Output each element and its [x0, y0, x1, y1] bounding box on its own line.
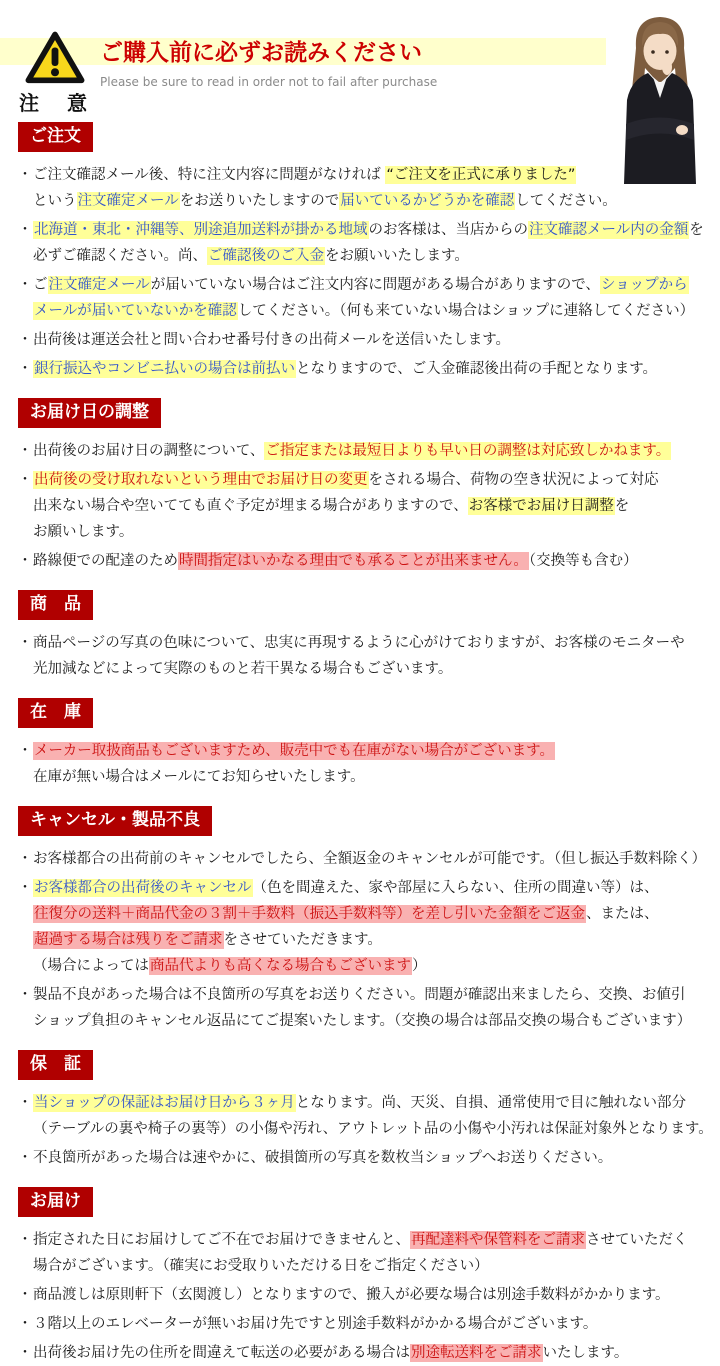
bullet-item [18, 1090, 713, 1142]
text-segment: （交換等も含む） [528, 553, 638, 569]
text-segment: 製品不良があった場合は不良箇所の写真をお送りください。問題が確認出来ましたら、交換、お値引 [33, 987, 686, 1003]
bullet-item [18, 217, 702, 269]
bullet-text [33, 1145, 612, 1171]
bullet-text [33, 162, 617, 214]
bullet-text [33, 1311, 597, 1337]
text-segment: をされる場合、荷物の空き状況によって対応 [368, 472, 659, 488]
bullet-item [18, 272, 702, 324]
bullet-marker: ・ [18, 1316, 32, 1332]
staff-photo [606, 6, 714, 184]
bullet-text [33, 738, 555, 790]
bullet-text [33, 1340, 628, 1366]
bullet-item [18, 1311, 702, 1337]
section-title: 保 証 [18, 1050, 93, 1080]
text-segment: メールが届いていないかを確認 [34, 303, 237, 319]
text-segment: 出荷後は運送会社と問い合わせ番号付きの出荷メールを送信いたします。 [33, 332, 511, 348]
bullet-item [18, 438, 702, 464]
bullet-marker: ・ [18, 1345, 32, 1361]
text-segment: 出来ない場合や空いてても直ぐ予定が埋まる場合がありますので、 [33, 498, 468, 514]
text-segment: 指定された日にお届けしてご不在でお届けできませんと、 [33, 1232, 410, 1248]
text-segment: させていただく [586, 1232, 688, 1248]
text-segment: 路線便での配達のため [33, 553, 178, 569]
bullet-item [18, 162, 702, 214]
bullet-item [18, 356, 702, 382]
text-segment: （テーブルの裏や椅子の裏等）の小傷や汚れ、アウトレット品の小傷や小汚れは保証対象外となります。 [33, 1121, 713, 1137]
bullet-marker: ・ [18, 553, 32, 569]
bullet-text [33, 1282, 670, 1308]
section-title: お届け [18, 1187, 93, 1217]
section-1 [18, 112, 702, 382]
text-segment: を [614, 498, 630, 514]
text-segment: してください。 [515, 193, 617, 209]
text-segment: してください。（何も来ていない場合はショップに連絡してください） [237, 303, 695, 319]
bullet-text [33, 467, 659, 545]
bullet-text [33, 356, 657, 382]
text-segment: をお願いいたします。 [325, 248, 469, 264]
section-2 [18, 388, 702, 574]
bullet-text [33, 217, 704, 269]
bullet-marker: ・ [18, 1150, 32, 1166]
sections-container [0, 112, 720, 1366]
bullet-marker: ・ [18, 851, 32, 867]
bullet-text [33, 272, 694, 324]
text-segment: 当ショップの保証はお届け日から３ヶ月 [34, 1095, 295, 1111]
section-title: キャンセル・製品不良 [18, 806, 212, 836]
bullet-item [18, 1227, 702, 1279]
bullet-item [18, 738, 702, 790]
section-5 [18, 796, 707, 1034]
text-segment: 時間指定はいかなる理由でも承ることが出来ません。 [179, 553, 528, 569]
text-segment: 注文確定メール [48, 277, 150, 293]
section-title: 商 品 [18, 590, 93, 620]
section-3 [18, 580, 702, 682]
text-segment: 不良箇所があった場合は速やかに、破損箇所の写真を数枚当ショップへお送りください。 [33, 1150, 613, 1166]
text-segment: 在庫が無い場合はメールにてお知らせいたします。 [33, 769, 365, 785]
text-segment: （色を間違えた、家や部屋に入らない、住所の間違い等）は、 [252, 880, 659, 896]
text-segment: 届いているかどうかを確認 [340, 193, 515, 209]
section-6 [18, 1040, 713, 1171]
bullet-item [18, 548, 702, 574]
section-title: 在 庫 [18, 698, 93, 728]
text-segment: ご [33, 277, 48, 293]
bullet-item [18, 846, 707, 872]
text-segment: 光加減などによって実際のものと若干異なる場合もございます。 [33, 661, 453, 677]
bullet-marker: ・ [18, 987, 32, 1003]
text-segment: をお送りいたしますので [179, 193, 340, 209]
bullet-marker: ・ [18, 472, 32, 488]
text-segment: お客様都合の出荷後のキャンセル [34, 880, 252, 896]
text-segment: 超過する場合は残りをご請求 [34, 932, 223, 948]
bullet-text [33, 327, 510, 353]
bullet-item [18, 630, 702, 682]
bullet-marker: ・ [18, 880, 32, 896]
header-titles [100, 40, 437, 89]
warning-block [16, 30, 94, 116]
text-segment: メーカー取扱商品もございますため、販売中でも在庫がない場合がございます。 [34, 743, 554, 759]
section-7 [18, 1177, 702, 1366]
bullet-marker: ・ [18, 1095, 32, 1111]
section-title: お届け日の調整 [18, 398, 161, 428]
bullet-marker: ・ [18, 635, 32, 651]
text-segment: 往復分の送料＋商品代金の３割＋手数料（振込手数料等）を差し引いた金額をご返金 [34, 906, 585, 922]
bullet-marker: ・ [18, 222, 32, 238]
text-segment: となります。尚、天災、自損、通常使用で目に触れない部分 [295, 1095, 687, 1111]
text-segment: ３階以上のエレベーターが無いお届け先ですと別途手数料がかかる場合がございます。 [33, 1316, 598, 1332]
text-segment: 出荷後のお届け日の調整について、 [33, 443, 265, 459]
text-segment: 商品代よりも高くなる場合もございます [150, 958, 411, 974]
bullet-item [18, 1340, 702, 1366]
text-segment: 北海道・東北・沖縄等、別途追加送料が掛かる地域 [34, 222, 368, 238]
text-segment: 必ずご確認ください。尚、 [33, 248, 207, 264]
bullet-marker: ・ [18, 1287, 32, 1303]
bullet-item [18, 467, 702, 545]
page-title: ご購入前に必ずお読みください [100, 40, 422, 66]
bullet-text [33, 846, 706, 872]
bullet-marker: ・ [18, 277, 32, 293]
text-segment: ショップ負担のキャンセル返品にてご提案いたします。（交換の場合は部品交換の場合もございます） [33, 1013, 692, 1029]
text-segment: ） [412, 958, 427, 974]
text-segment: をさせていただきます。 [223, 932, 382, 948]
text-segment: が届いていない場合はご注文内容に問題がある場合がありますので、 [150, 277, 600, 293]
text-segment: 、または、 [586, 906, 659, 922]
text-segment: 商品ページの写真の色味について、忠実に再現するように心がけておりますが、お客様のモニターや [33, 635, 685, 651]
bullet-marker: ・ [18, 361, 32, 377]
text-segment: 再配達料や保管料をご請求 [411, 1232, 585, 1248]
bullet-item [18, 1282, 702, 1308]
bullet-text [33, 548, 638, 574]
text-segment: という [33, 193, 77, 209]
bullet-text [33, 438, 671, 464]
text-segment: お願いします。 [33, 524, 134, 540]
bullet-item [18, 327, 702, 353]
text-segment: を [689, 222, 704, 238]
page-subtitle: Please be sure to read in order not to fail after purchase [100, 75, 438, 89]
staff-photo-illustration [606, 6, 714, 184]
text-segment: 場合がございます。（確実にお受取りいただける日をご指定ください） [33, 1258, 489, 1274]
bullet-text [33, 982, 691, 1034]
bullet-marker: ・ [18, 332, 32, 348]
text-segment: “ご注文を正式に承りました” [386, 167, 576, 183]
warning-triangle-icon [24, 30, 86, 86]
text-segment: 商品渡しは原則軒下（玄関渡し）となりますので、搬入が必要な場合は別途手数料がかかります。 [33, 1287, 670, 1303]
text-segment: 出荷後の受け取れないという理由でお届け日の変更 [34, 472, 368, 488]
bullet-item [18, 982, 702, 1034]
bullet-item [18, 875, 702, 979]
bullet-text [33, 1227, 688, 1279]
bullet-item [18, 1145, 702, 1171]
bullet-marker: ・ [18, 443, 32, 459]
text-segment: となりますので、ご入金確認後出荷の手配となります。 [296, 361, 658, 377]
page-header [0, 0, 720, 115]
text-segment: 注文確認メール内の金額 [529, 222, 689, 238]
text-segment: お客様でお届け日調整 [468, 498, 614, 514]
text-segment: のお客様は、当店からの [368, 222, 528, 238]
bullet-text [33, 875, 659, 979]
bullet-marker: ・ [18, 167, 32, 183]
text-segment: ご指定または最短日よりも早い日の調整は対応致しかねます。 [265, 443, 671, 459]
text-segment: 銀行振込やコンビニ払いの場合は前払い [34, 361, 295, 377]
section-title: ご注文 [18, 122, 93, 152]
text-segment: いたします。 [542, 1345, 629, 1361]
text-segment: 注文確定メール [77, 193, 179, 209]
bullet-marker: ・ [18, 1232, 32, 1248]
text-segment: 出荷後お届け先の住所を間違えて転送の必要がある場合は [33, 1345, 410, 1361]
text-segment: ご確認後のご入金 [208, 248, 324, 264]
bullet-text [33, 630, 685, 682]
bullet-text [33, 1090, 713, 1142]
text-segment: ショップから [600, 277, 688, 293]
section-4 [18, 688, 702, 790]
text-segment: お客様都合の出荷前のキャンセルでしたら、全額返金のキャンセルが可能です。（但し振込手数料除く） [33, 851, 707, 867]
text-segment: ご注文確認メール後、特に注文内容に問題がなければ [33, 167, 386, 183]
text-segment: 別途転送料をご請求 [411, 1345, 542, 1361]
bullet-marker: ・ [18, 743, 32, 759]
text-segment: （場合によっては [33, 958, 149, 974]
warning-label: 注 意 [19, 91, 91, 115]
